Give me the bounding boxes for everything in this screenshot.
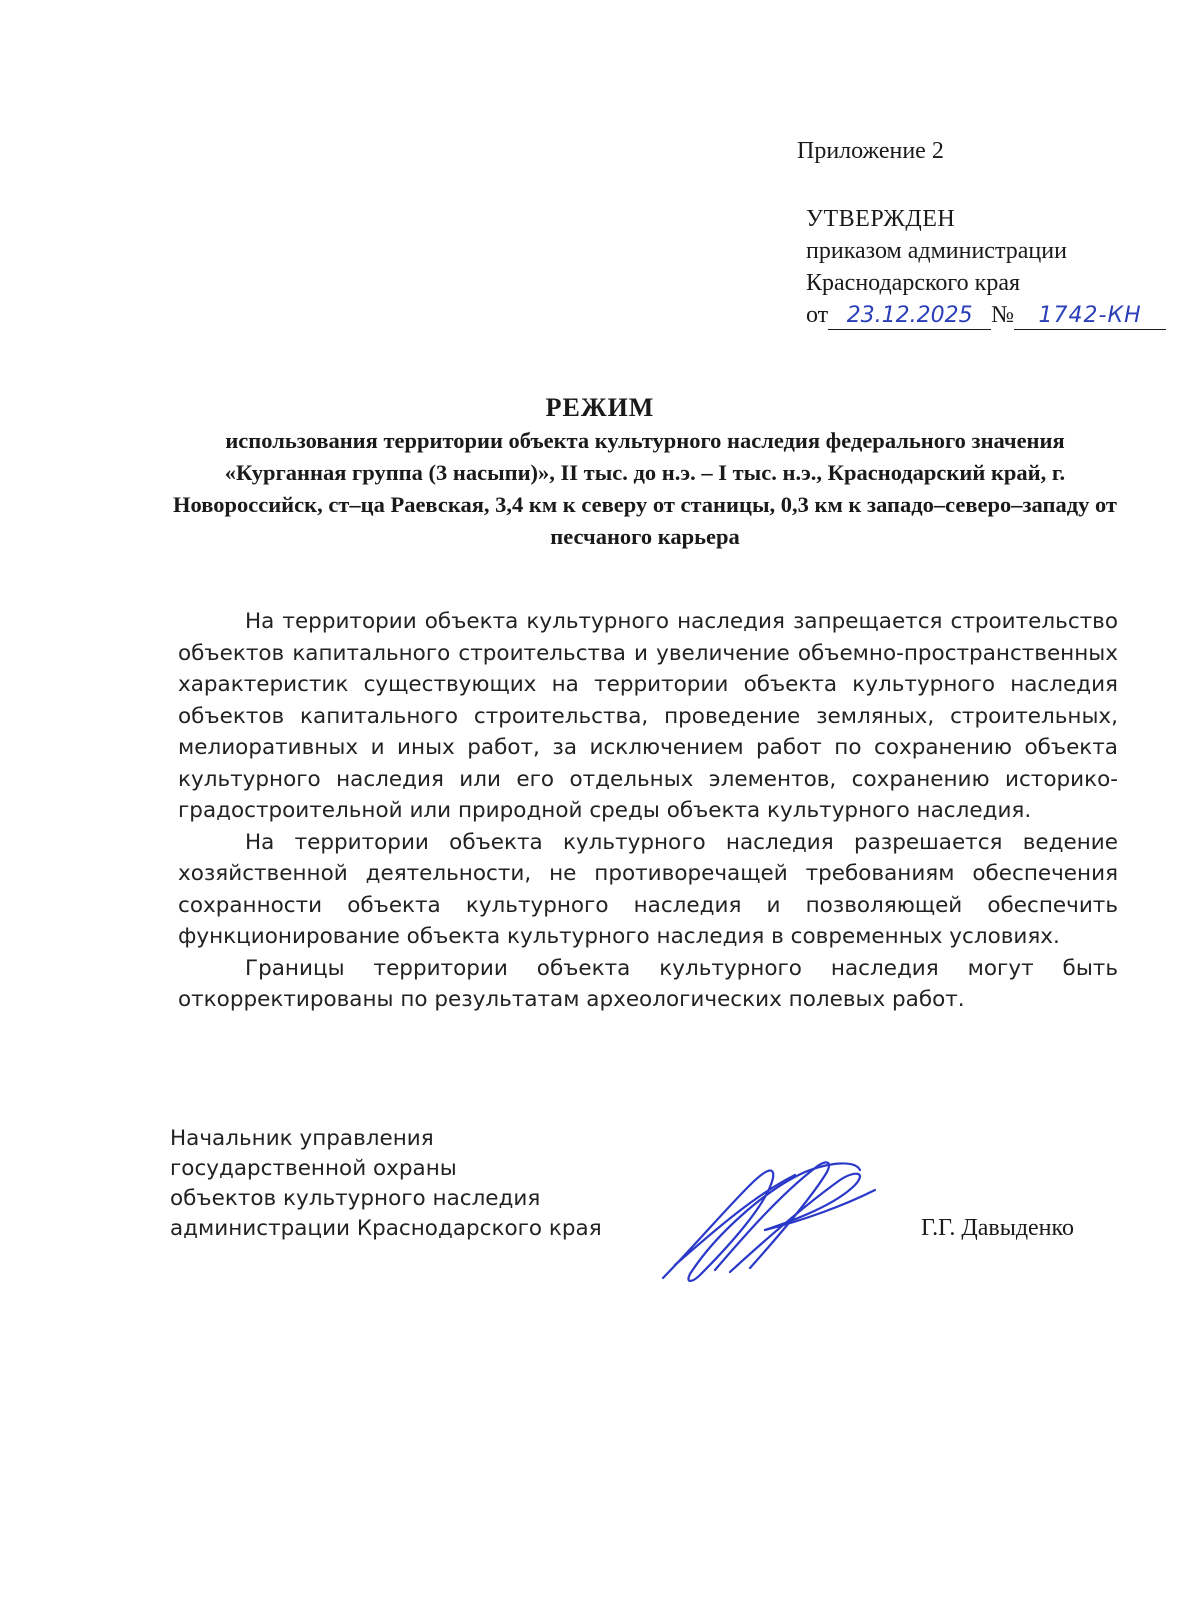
order-date-handwritten: 23.12.2025 bbox=[828, 303, 991, 330]
paragraph: На территории объекта культурного наследия запрещается строительство объектов капитального строительства и увеличение объемно-пространственных характеристик существующих на территории объекта культурного наследия объектов капитального строительства, проведение земляных, строительных, мелиоративных и иных работ, за исключением работ по сохранению объекта культурного наследия или его отдельных элементов, сохранению историко-градостроительной или природной среды объекта культурного наследия. bbox=[178, 609, 1118, 823]
order-date-number-line bbox=[806, 299, 1166, 331]
approval-status: УТВЕРЖДЕН bbox=[806, 206, 956, 232]
document-subtitle: использования территории объекта культурного наследия федерального значения «Курганная группа (3 насыпи)», II тыс. до н.э. – I тыс. н.э., Краснодарский край, г. Новороссийск, ст–ца Раевская, 3,4 км к северу от станицы, 0,3 км к западо–северо–западу от песчаного карьера bbox=[173, 428, 1117, 549]
order-from-prefix: от bbox=[806, 302, 829, 328]
paragraph: На территории объекта культурного наследия разрешается ведение хозяйственной деятельности, не противоречащей требованиям обеспечения сохранности объекта культурного наследия и позволяющей обеспечить функционирование объекта культурного наследия в современных условиях. bbox=[178, 829, 1118, 949]
approval-line-1: приказом администрации bbox=[806, 238, 1067, 264]
signer-title-line: администрации Краснодарского края bbox=[170, 1216, 602, 1241]
document-body bbox=[178, 606, 1118, 1016]
signer-title-line: Начальник управления bbox=[170, 1126, 434, 1151]
signer-title bbox=[170, 1124, 602, 1244]
signer-title-line: объектов культурного наследия bbox=[170, 1186, 541, 1211]
order-number-handwritten: 1742-КН bbox=[1014, 303, 1166, 330]
document-title: РЕЖИМ bbox=[545, 393, 655, 422]
approval-line-2: Краснодарского края bbox=[806, 270, 1021, 296]
signer-name: Г.Г. Давыденко bbox=[921, 1215, 1074, 1241]
order-number-prefix: № bbox=[991, 302, 1015, 328]
handwritten-signature bbox=[655, 1150, 885, 1290]
signer-title-line: государственной охраны bbox=[170, 1156, 457, 1181]
annex-label: Приложение 2 bbox=[797, 138, 944, 164]
paragraph: Границы территории объекта культурного наследия могут быть откорректированы по результатам археологических полевых работ. bbox=[178, 955, 1118, 1012]
approval-block bbox=[806, 203, 1166, 331]
